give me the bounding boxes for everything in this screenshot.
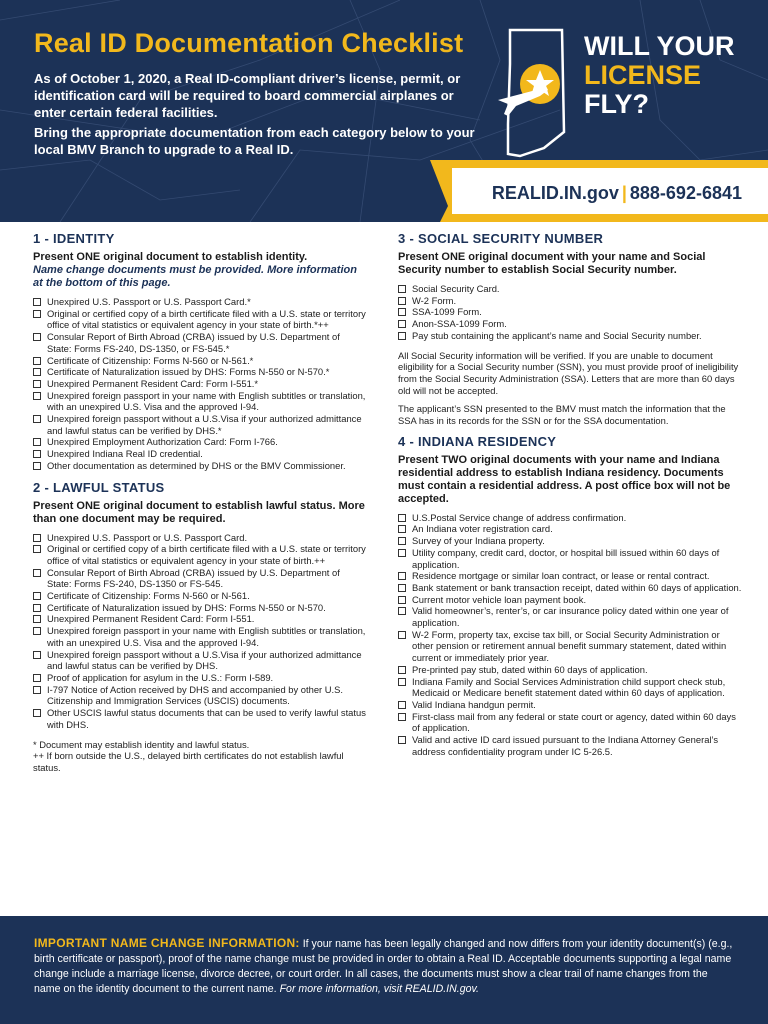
checklist-item-text: Consular Report of Birth Abroad (CRBA) issued by U.S. Department of State: Forms FS-240, DS-1350 or FS-545. xyxy=(47,566,340,590)
checklist-item xyxy=(33,355,366,367)
checklist-item xyxy=(398,582,743,594)
checklist-item-text: Unexpired foreign passport without a U.S.Visa if your authorized admittance and lawful status can be verified by DHS.* xyxy=(47,413,362,436)
checklist-item-text: Unexpired U.S. Passport or U.S. Passport Card.* xyxy=(47,296,251,307)
checklist-item xyxy=(398,330,743,342)
ssn-verification-paragraph: All Social Security information will be verified. If you are unable to document eligibility for a Social Security number (SSN), you must provide proof of ineligibility from the Social Security Administration (SSA). Letters that are more than 60 days old will not be accepted. xyxy=(398,349,739,396)
checkbox-icon[interactable] xyxy=(33,450,41,458)
checkbox-icon[interactable] xyxy=(398,584,406,592)
checkbox-icon[interactable] xyxy=(33,380,41,388)
indiana-outline-icon xyxy=(496,24,576,164)
checklist-item-text: I-797 Notice of Action received by DHS and accompanied by other U.S. Citizenship and Immigration Services (USCIS) documents. xyxy=(47,683,343,707)
checkbox-icon[interactable] xyxy=(398,631,406,639)
checklist-item-text: An Indiana voter registration card. xyxy=(412,523,553,535)
checklist-item-text: Original or certified copy of a birth certificate filed with a U.S. state or territory office of vital statistics or equivalent agency in your state of birth.++ xyxy=(47,543,366,566)
checklist-item xyxy=(398,629,743,664)
checkbox-icon[interactable] xyxy=(398,525,406,533)
footnote-identity: * Document may establish identity and lawful status. xyxy=(33,738,250,750)
checklist-item xyxy=(33,602,366,614)
checklist-item xyxy=(398,283,743,295)
checkbox-icon[interactable] xyxy=(398,285,406,293)
checkbox-icon[interactable] xyxy=(398,736,406,744)
checklist-item-text: SSA-1099 Form. xyxy=(412,306,482,318)
identity-heading: 1 - IDENTITY xyxy=(33,231,115,246)
checklist-item-text: Original or certified copy of a birth certificate filed with a U.S. state or territory office of vital statistics or equivalent agency in your state of birth.*++ xyxy=(47,307,366,331)
checklist-item-text: Valid and active ID card issued pursuant to the Indiana Attorney General’s address confidentiality program under IC 5-26.5. xyxy=(412,734,719,757)
contact-separator: | xyxy=(621,183,627,203)
checkbox-icon[interactable] xyxy=(398,701,406,709)
intro-text: As of October 1, 2020, a Real ID-compliant driver’s license, permit, or identification card will be required to board commercial airplanes or enter certain federal facilities. xyxy=(34,71,461,120)
checklist-item xyxy=(33,672,366,684)
checklist-item-text: Unexpired foreign passport without a U.S.Visa if your authorized admittance and lawful status can be verified by DHS. xyxy=(47,648,362,672)
checkbox-icon[interactable] xyxy=(398,308,406,316)
checklist-item xyxy=(33,707,366,730)
checkbox-icon[interactable] xyxy=(33,415,41,423)
checkbox-icon[interactable] xyxy=(33,709,41,717)
checklist-item-text: W-2 Form, property tax, excise tax bill, or Social Security Administration or other pension or retirement annual benefit summary statement, dated within current or immediately prior year. xyxy=(412,628,727,664)
checklist-item-text: Current motor vehicle loan payment book. xyxy=(412,593,587,605)
checklist-item-text: Certificate of Citizenship: Forms N-560 or N-561.* xyxy=(47,354,254,366)
phone-number[interactable]: 888-692-6841 xyxy=(629,183,742,203)
residency-heading: 4 - INDIANA RESIDENCY xyxy=(398,433,557,449)
lawful-lead: Present ONE original document to establish lawful status. More than one document may be required. xyxy=(33,499,365,525)
checklist-item xyxy=(33,308,366,331)
ssn-lead: Present ONE original document with your name and Social Security number to establish Social Security number. xyxy=(398,251,706,276)
checkbox-icon[interactable] xyxy=(398,332,406,340)
tagline-line-3: FLY? xyxy=(584,89,650,119)
checklist-item-text: Unexpired foreign passport in your name with English subtitles or translation, with an unexpired U.S. Visa and the approved I-94. xyxy=(47,625,366,648)
footnote-birth: ++ If born outside the U.S., delayed birth certificates do not establish lawful status. xyxy=(33,750,344,773)
checklist-item xyxy=(398,570,743,582)
checklist-item xyxy=(398,306,743,318)
checklist-item xyxy=(33,567,366,590)
checkbox-icon[interactable] xyxy=(33,357,41,365)
name-change-title: IMPORTANT NAME CHANGE INFORMATION: xyxy=(34,936,300,950)
lawful-list xyxy=(33,532,366,731)
checklist-item xyxy=(398,711,743,734)
checklist-item xyxy=(398,295,743,307)
checklist-item-text: Bank statement or bank transaction receipt, dated within 60 days of application. xyxy=(412,581,742,593)
checkbox-icon[interactable] xyxy=(398,320,406,328)
checklist-item-text: Unexpired U.S. Passport or U.S. Passport Card. xyxy=(47,531,248,543)
name-change-footer xyxy=(0,916,768,1024)
checkbox-icon[interactable] xyxy=(33,627,41,635)
checklist-item-text: Survey of your Indiana property. xyxy=(412,535,545,547)
checklist-item xyxy=(33,378,366,390)
checklist-item xyxy=(33,413,366,436)
checklist-item xyxy=(33,460,366,472)
checklist-item-text: Certificate of Naturalization issued by DHS: Forms N-550 or N-570.* xyxy=(47,366,330,378)
checklist-item xyxy=(33,448,366,460)
checkbox-icon[interactable] xyxy=(33,674,41,682)
checklist-item xyxy=(33,543,366,566)
checkbox-icon[interactable] xyxy=(398,713,406,721)
residency-lead: Present TWO original documents with your name and Indiana residential address to establish Indiana residency. Documents must contain a residential address. A post office box will not be accepted. xyxy=(398,453,731,505)
checkbox-icon[interactable] xyxy=(33,615,41,623)
checklist-item-text: Utility company, credit card, doctor, or hospital bill issued within 60 days of application. xyxy=(412,546,720,570)
page-title: Real ID Documentation Checklist xyxy=(34,28,464,58)
checkbox-icon[interactable] xyxy=(33,298,41,306)
checklist-item xyxy=(398,512,743,524)
right-column xyxy=(398,228,743,766)
checkbox-icon[interactable] xyxy=(398,596,406,604)
checkbox-icon[interactable] xyxy=(33,651,41,659)
checkbox-icon[interactable] xyxy=(398,666,406,674)
checklist-item xyxy=(33,625,366,648)
checklist-item xyxy=(33,532,366,544)
checkbox-icon[interactable] xyxy=(33,545,41,553)
name-change-text xyxy=(34,936,734,997)
identity-lead: Present ONE original document to establish identity. xyxy=(33,251,308,263)
checkbox-icon[interactable] xyxy=(33,592,41,600)
left-column xyxy=(33,228,366,774)
license-fly-tagline xyxy=(584,32,735,119)
checklist-item xyxy=(398,523,743,535)
checklist-item-text: Certificate of Naturalization issued by DHS: Forms N-550 or N-570. xyxy=(47,601,326,613)
checklist-item-text: Pay stub containing the applicant’s name and Social Security number. xyxy=(412,329,702,341)
checklist-item-text: Unexpired foreign passport in your name with English subtitles or translation, with an unexpired U.S. Visa and the approved I-94. xyxy=(47,389,366,413)
checkbox-icon[interactable] xyxy=(33,333,41,341)
checklist-item-text: Other documentation as determined by DHS or the BMV Commissioner. xyxy=(47,459,346,471)
checkbox-icon[interactable] xyxy=(33,534,41,542)
website-link[interactable]: REALID.IN.gov xyxy=(491,183,619,203)
checklist-item-text: Unexpired Employment Authorization Card: Form I-766. xyxy=(47,436,278,448)
identity-list xyxy=(33,296,366,472)
more-info-link[interactable]: For more information, visit REALID.IN.gov. xyxy=(279,983,479,995)
checklist-item xyxy=(33,590,366,602)
checklist-item-text: Unexpired Permanent Resident Card: Form I-551. xyxy=(47,613,255,625)
residency-list xyxy=(398,512,743,758)
checkbox-icon[interactable] xyxy=(398,549,406,557)
checklist-item xyxy=(398,594,743,606)
checklist-item-text: Valid homeowner’s, renter’s, or car insurance policy dated within one year of application. xyxy=(412,605,729,629)
checklist-item-text: Unexpired Permanent Resident Card: Form I-551.* xyxy=(47,377,259,389)
checklist-item xyxy=(398,535,743,547)
checklist-item-text: Indiana Family and Social Services Administration child support check stub, Medicaid or Medicare benefit statement dated within 60 days of application. xyxy=(412,675,726,699)
checkbox-icon[interactable] xyxy=(33,392,41,400)
checklist-item xyxy=(33,649,366,672)
checklist-item-text: Valid Indiana handgun permit. xyxy=(412,698,536,710)
checklist-item xyxy=(398,676,743,699)
checkbox-icon[interactable] xyxy=(33,368,41,376)
checklist-item-text: U.S.Postal Service change of address confirmation. xyxy=(412,511,627,523)
checkbox-icon[interactable] xyxy=(33,310,41,318)
checklist-item xyxy=(33,613,366,625)
checkbox-icon[interactable] xyxy=(398,572,406,580)
checklist-item-text: W-2 Form. xyxy=(412,294,457,306)
checklist-item-text: First-class mail from any federal or state court or agency, dated within 60 days of application. xyxy=(412,710,736,734)
checkbox-icon[interactable] xyxy=(33,438,41,446)
tagline-line-2: LICENSE xyxy=(584,60,702,90)
checklist-item xyxy=(33,366,366,378)
ssn-list xyxy=(398,283,743,342)
checklist-item xyxy=(33,390,366,413)
checkbox-icon[interactable] xyxy=(33,569,41,577)
checklist-item xyxy=(33,436,366,448)
checkbox-icon[interactable] xyxy=(398,514,406,522)
checkbox-icon[interactable] xyxy=(398,297,406,305)
checklist-item-text: Social Security Card. xyxy=(412,283,500,294)
checklist-item-text: Residence mortgage or similar loan contract, or lease or rental contract. xyxy=(412,570,710,582)
checklist-item xyxy=(398,734,743,757)
identity-lead-note: Name change documents must be provided. More information at the bottom of this page. xyxy=(33,264,357,289)
checklist-item-text: Pre-printed pay stub, dated within 60 days of application. xyxy=(412,663,648,675)
checklist-item-text: Anon-SSA-1099 Form. xyxy=(412,318,507,330)
tagline-line-1: WILL YOUR xyxy=(584,31,735,61)
ssn-match-paragraph: The applicant’s SSN presented to the BMV must match the information that the SSA has in its records for the SSN or for the SSA documentation. xyxy=(398,403,726,427)
checklist-item xyxy=(398,605,743,628)
checkbox-icon[interactable] xyxy=(398,537,406,545)
checkbox-icon[interactable] xyxy=(398,678,406,686)
checklist-item xyxy=(33,684,366,707)
checkbox-icon[interactable] xyxy=(398,607,406,615)
checklist-item-text: Consular Report of Birth Abroad (CRBA) issued by U.S. Department of State: Forms FS-240, DS-1350, or FS-545.* xyxy=(47,331,340,354)
checklist-item-text: Unexpired Indiana Real ID credential. xyxy=(47,448,203,460)
contact-line xyxy=(492,183,742,204)
lawful-heading: 2 - LAWFUL STATUS xyxy=(33,479,165,495)
name-change-body: If your name has been legally changed and now differs from your identity document(s) (e.g., birth certificate or passport), proof of the name change must be provided in order to obtain a Real ID. Acceptable documents supporting a legal name change include a marriage license, divorce decree, or court order. In all cases, the documents must show a clear trail of name changes from the name on the identity document to the current name. xyxy=(34,938,733,995)
intro-instructions: Bring the appropriate documentation from each category below to your local BMV Branch to upgrade to a Real ID. xyxy=(34,125,475,157)
checklist-item-text: Other USCIS lawful status documents that can be used to verify lawful status with DHS. xyxy=(47,707,366,730)
checklist-item xyxy=(398,547,743,570)
checkbox-icon[interactable] xyxy=(33,604,41,612)
checklist-item xyxy=(33,296,366,308)
checkbox-icon[interactable] xyxy=(33,686,41,694)
checklist-item-text: Proof of application for asylum in the U.S.: Form I-589. xyxy=(47,671,274,683)
checklist-item xyxy=(398,664,743,676)
checklist-item xyxy=(398,318,743,330)
checklist-item-text: Certificate of Citizenship: Forms N-560 or N-561. xyxy=(47,590,250,602)
ssn-heading: 3 - SOCIAL SECURITY NUMBER xyxy=(398,231,604,246)
checkbox-icon[interactable] xyxy=(33,462,41,470)
checklist-item xyxy=(33,331,366,354)
checklist-item xyxy=(398,699,743,711)
